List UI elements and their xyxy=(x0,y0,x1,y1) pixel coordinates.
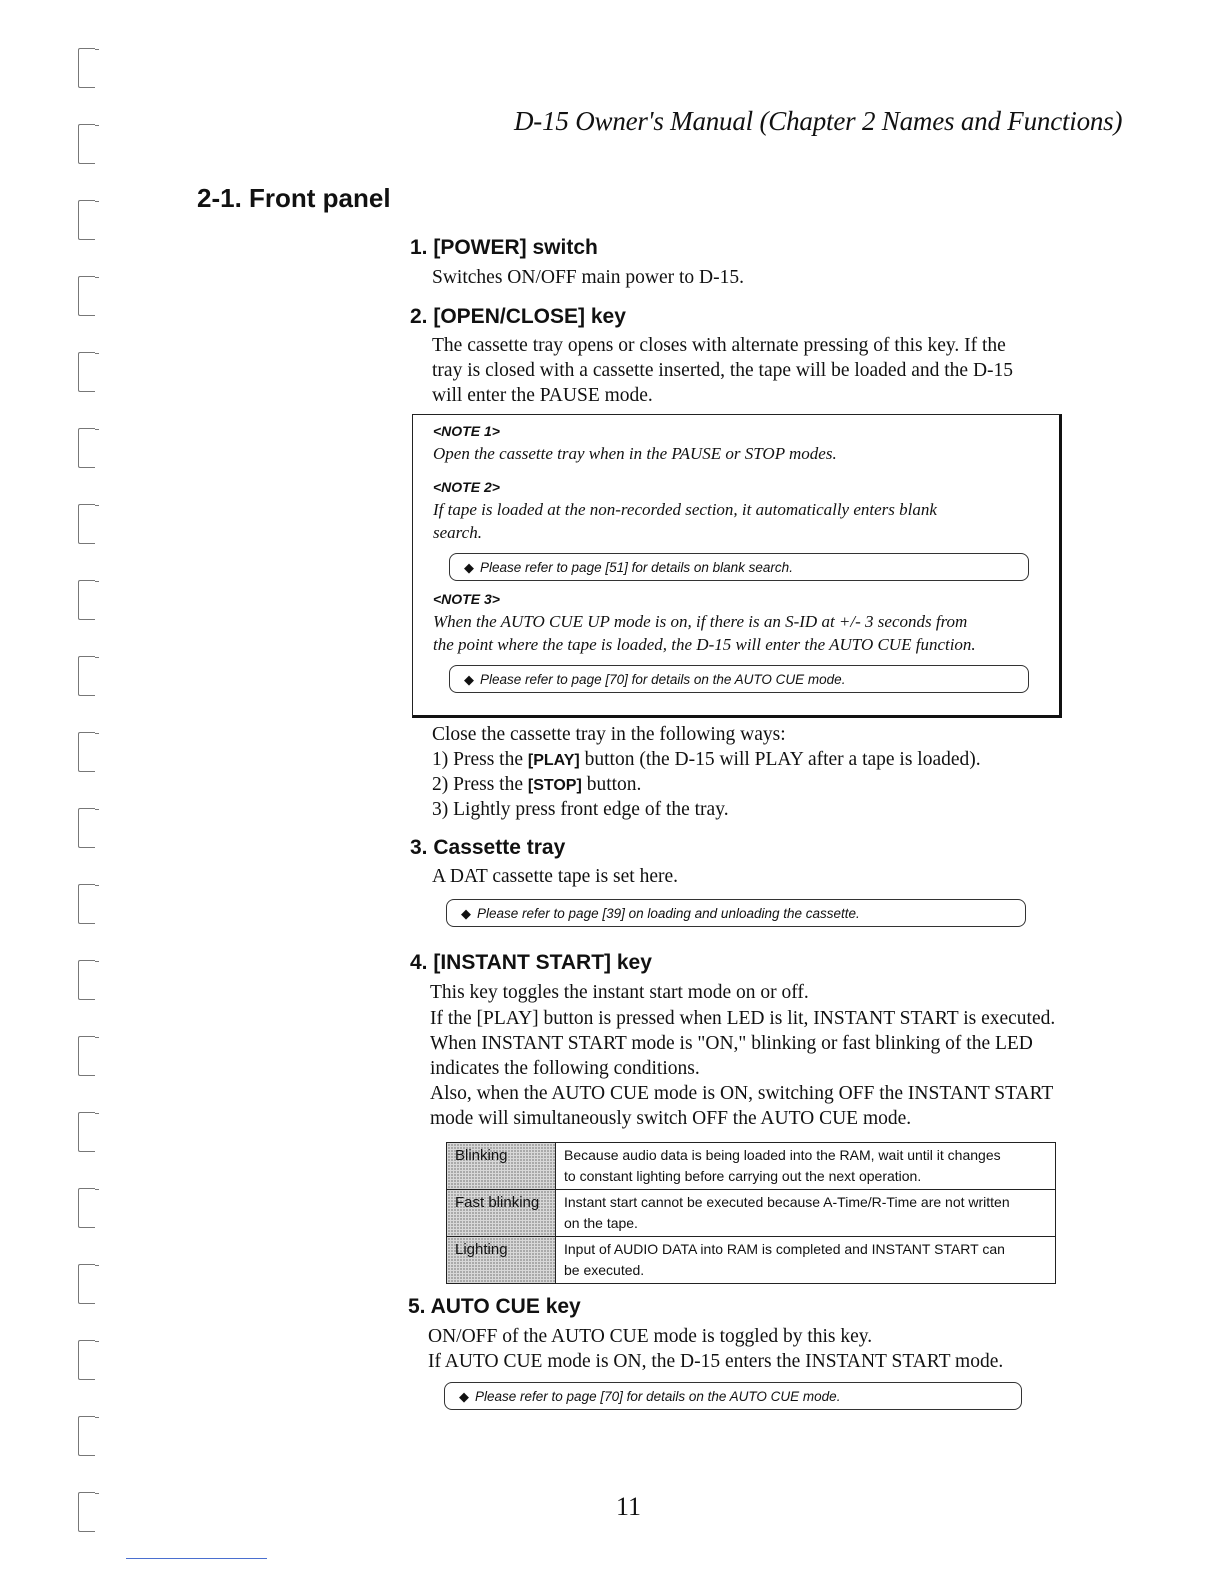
section-title: 2-1. Front panel xyxy=(197,183,391,213)
diamond-bullet-icon: ◆ xyxy=(464,560,474,575)
note-3-line-2: the point where the tape is loaded, the D-15 will enter the AUTO CUE function. xyxy=(433,635,976,654)
condition-label: Fast blinking xyxy=(447,1190,556,1237)
close-tray-step-3: 3) Lightly press front edge of the tray. xyxy=(432,799,729,820)
item-2-line-2: tray is closed with a cassette inserted, the tape will be loaded and the D-15 xyxy=(432,360,1014,381)
diamond-bullet-icon: ◆ xyxy=(461,906,471,921)
diamond-bullet-icon: ◆ xyxy=(464,672,474,687)
item-3-heading: 3. Cassette tray xyxy=(410,836,566,859)
note-3-line-1: When the AUTO CUE UP mode is on, if there is an S-ID at +/- 3 seconds from xyxy=(433,612,968,631)
item-4-line-1: This key toggles the instant start mode on or off. xyxy=(430,982,809,1003)
item-4-heading: 4. [INSTANT START] key xyxy=(410,951,652,974)
note-2-label: <NOTE 2> xyxy=(433,479,500,495)
note-2-line-1: If tape is loaded at the non-recorded section, it automatically enters blank xyxy=(433,500,937,519)
item-2-line-1: The cassette tray opens or closes with alternate pressing of this key. If the xyxy=(432,335,1006,356)
condition-desc: Because audio data is being loaded into the RAM, wait until it changes to constant lighting before carrying out the next operation. xyxy=(556,1143,1056,1190)
ref-auto-cue-1-text: Please refer to page [70] for details on the AUTO CUE mode. xyxy=(480,672,846,687)
ref-auto-cue-2[interactable] xyxy=(444,1382,1022,1410)
ref-cassette-text: Please refer to page [39] on loading and unloading the cassette. xyxy=(477,906,860,921)
note-2-line-2: search. xyxy=(433,523,482,542)
led-conditions-table xyxy=(446,1142,1056,1284)
item-2-line-3: will enter the PAUSE mode. xyxy=(432,385,653,406)
table-row xyxy=(447,1237,1056,1284)
close-tray-intro: Close the cassette tray in the following ways: xyxy=(432,724,786,745)
footer-line xyxy=(126,1558,267,1559)
diamond-bullet-icon: ◆ xyxy=(459,1389,469,1404)
item-4-line-2: If the [PLAY] button is pressed when LED is lit, INSTANT START is executed. xyxy=(430,1008,1056,1029)
note-1-text: Open the cassette tray when in the PAUSE or STOP modes. xyxy=(433,444,837,463)
item-3-text: A DAT cassette tape is set here. xyxy=(432,866,679,887)
table-row xyxy=(447,1190,1056,1237)
ref-auto-cue-1[interactable] xyxy=(449,665,1029,693)
item-5-line-2: If AUTO CUE mode is ON, the D-15 enters the INSTANT START mode. xyxy=(428,1351,1004,1372)
item-5-heading: 5. AUTO CUE key xyxy=(408,1295,581,1318)
running-head: D-15 Owner's Manual (Chapter 2 Names and Functions) xyxy=(514,106,1123,136)
item-1-heading: 1. [POWER] switch xyxy=(410,236,598,259)
item-2-heading: 2. [OPEN/CLOSE] key xyxy=(410,305,626,328)
note-3-label: <NOTE 3> xyxy=(433,591,500,607)
close-tray-step-1: 1) Press the [PLAY] button (the D-15 will PLAY after a tape is loaded). xyxy=(432,749,981,770)
item-4-line-4: indicates the following conditions. xyxy=(430,1058,700,1079)
item-5-line-1: ON/OFF of the AUTO CUE mode is toggled by this key. xyxy=(428,1326,873,1347)
item-1-text: Switches ON/OFF main power to D-15. xyxy=(432,267,744,288)
ref-auto-cue-2-text: Please refer to page [70] for details on the AUTO CUE mode. xyxy=(475,1389,841,1404)
note-box xyxy=(412,414,1062,718)
condition-label: Blinking xyxy=(447,1143,556,1190)
item-4-line-6: mode will simultaneously switch OFF the AUTO CUE mode. xyxy=(430,1108,912,1129)
table-row xyxy=(447,1143,1056,1190)
item-4-line-5: Also, when the AUTO CUE mode is ON, switching OFF the INSTANT START xyxy=(430,1083,1054,1104)
binder-hole-marks xyxy=(78,48,100,1568)
item-4-line-3: When INSTANT START mode is "ON," blinking or fast blinking of the LED xyxy=(430,1033,1033,1054)
note-1-label: <NOTE 1> xyxy=(433,423,500,439)
condition-desc: Input of AUDIO DATA into RAM is completed and INSTANT START can be executed. xyxy=(556,1237,1056,1284)
ref-blank-search-text: Please refer to page [51] for details on blank search. xyxy=(480,560,793,575)
close-tray-step-2: 2) Press the [STOP] button. xyxy=(432,774,642,795)
ref-blank-search[interactable] xyxy=(449,553,1029,581)
condition-desc: Instant start cannot be executed because A-Time/R-Time are not written on the tape. xyxy=(556,1190,1056,1237)
ref-cassette[interactable] xyxy=(446,899,1026,927)
condition-label: Lighting xyxy=(447,1237,556,1284)
page-number: 11 xyxy=(616,1492,642,1521)
